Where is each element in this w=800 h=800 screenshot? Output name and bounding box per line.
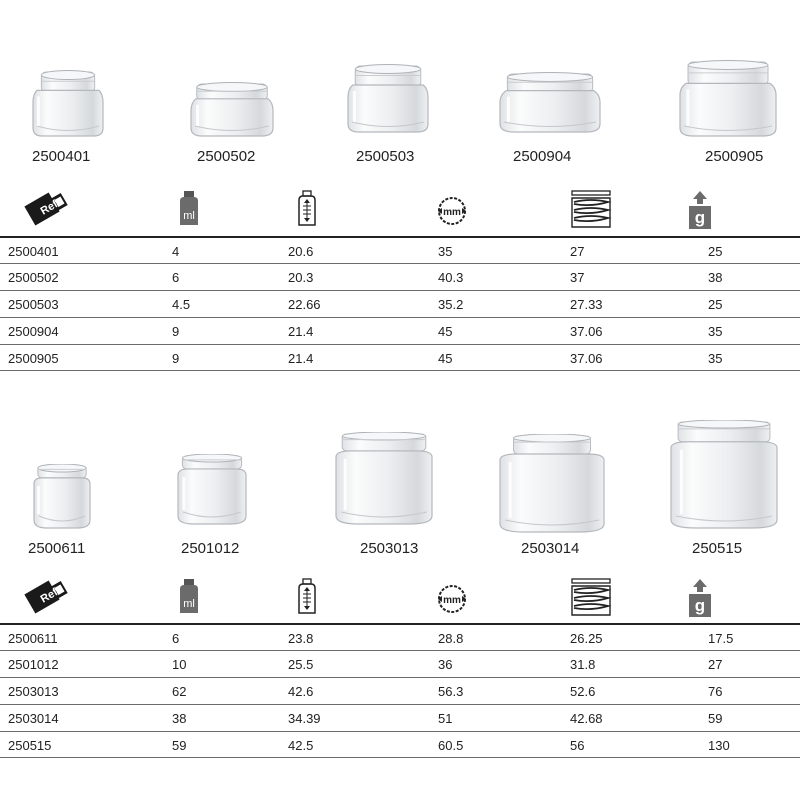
table-cell: 6 xyxy=(172,631,180,646)
svg-text:mm: mm xyxy=(443,595,461,606)
weight-g-icon xyxy=(688,578,712,623)
table-cell: 23.8 xyxy=(288,631,314,646)
product-jar-image xyxy=(497,434,607,534)
table-row xyxy=(0,650,800,677)
table-cell: 59 xyxy=(172,738,187,753)
table-cell: 4.5 xyxy=(172,297,191,312)
thread-neck-icon xyxy=(568,578,614,621)
product-ref-label: 2500503 xyxy=(356,148,415,165)
table-row xyxy=(0,236,800,263)
table-row xyxy=(0,317,800,344)
product-jar-image xyxy=(678,60,778,138)
svg-text:Ref.: Ref. xyxy=(38,196,63,218)
table-cell: 2500611 xyxy=(8,631,58,646)
table-cell: 6 xyxy=(172,270,180,285)
svg-text:ml: ml xyxy=(183,210,195,222)
table-row xyxy=(0,677,800,704)
table-row xyxy=(0,704,800,731)
product-ref-label: 2503013 xyxy=(360,540,419,557)
table-cell: 21.4 xyxy=(288,324,314,339)
table-row xyxy=(0,344,800,371)
table-cell: 59 xyxy=(708,711,723,726)
table-cell: 56 xyxy=(570,738,585,753)
table-header-icons xyxy=(0,190,800,230)
table-cell: 52.6 xyxy=(570,684,596,699)
table-cell: 4 xyxy=(172,244,180,259)
table-cell: 28.8 xyxy=(438,631,464,646)
table-cell: 45 xyxy=(438,324,453,339)
table-cell: 2503014 xyxy=(8,711,59,726)
product-ref-label: 2500904 xyxy=(513,148,572,165)
table-cell: 62 xyxy=(172,684,187,699)
table-cell: 38 xyxy=(708,270,723,285)
table-cell: 37.06 xyxy=(570,324,603,339)
product-ref-label: 2503014 xyxy=(521,540,580,557)
svg-text:ml: ml xyxy=(183,598,195,610)
product-ref-label: 2501012 xyxy=(181,540,240,557)
product-ref-label: 2500401 xyxy=(32,148,91,165)
table-cell: 37.06 xyxy=(570,351,603,366)
table-cell: 2501012 xyxy=(8,657,59,672)
thread-neck-icon xyxy=(568,190,614,233)
table-cell: 60.5 xyxy=(438,738,464,753)
svg-text:g: g xyxy=(694,208,706,227)
table-cell: 40.3 xyxy=(438,270,464,285)
ref-icon xyxy=(24,580,78,619)
table-row xyxy=(0,731,800,758)
table-cell: 36 xyxy=(438,657,453,672)
product-ref-label: 2500905 xyxy=(705,148,764,165)
svg-text:Ref.: Ref. xyxy=(38,584,63,606)
table-cell: 35.2 xyxy=(438,297,464,312)
table-cell: 10 xyxy=(172,657,187,672)
height-icon xyxy=(296,190,318,231)
table-cell: 27 xyxy=(708,657,723,672)
table-cell: 2500502 xyxy=(8,270,59,285)
table-row xyxy=(0,290,800,317)
table-cell: 34.39 xyxy=(288,711,321,726)
product-jar-image xyxy=(333,432,435,526)
table-cell: 31.8 xyxy=(570,657,596,672)
table-cell: 2500904 xyxy=(8,324,59,339)
table-header-icons xyxy=(0,578,800,618)
svg-text:mm: mm xyxy=(443,207,461,218)
table-cell: 35 xyxy=(708,324,723,339)
table-cell: 2503013 xyxy=(8,684,59,699)
product-ref-label: 2500611 xyxy=(28,540,86,557)
table-cell: 2500503 xyxy=(8,297,59,312)
table-cell: 9 xyxy=(172,324,180,339)
table-row xyxy=(0,623,800,650)
product-section-2 xyxy=(0,400,800,800)
table-cell: 42.68 xyxy=(570,711,603,726)
product-ref-label: 250515 xyxy=(692,540,743,557)
table-cell: 25 xyxy=(708,244,723,259)
product-jar-image xyxy=(175,454,249,526)
table-cell: 17.5 xyxy=(708,631,734,646)
table-cell: 35 xyxy=(438,244,453,259)
table-cell: 20.3 xyxy=(288,270,314,285)
height-icon xyxy=(296,578,318,619)
table-cell: 35 xyxy=(708,351,723,366)
table-cell: 2500401 xyxy=(8,244,59,259)
ref-icon xyxy=(24,192,78,231)
table-cell: 22.66 xyxy=(288,297,321,312)
table-cell: 42.5 xyxy=(288,738,314,753)
weight-g-icon xyxy=(688,190,712,235)
diameter-mm-icon xyxy=(434,196,470,231)
diameter-mm-icon xyxy=(434,584,470,619)
table-cell: 250515 xyxy=(8,738,52,753)
capacity-ml-icon xyxy=(178,190,200,231)
table-cell: 130 xyxy=(708,738,730,753)
table-cell: 27 xyxy=(570,244,585,259)
table-cell: 25.5 xyxy=(288,657,314,672)
product-jar-image xyxy=(498,72,602,134)
table-row xyxy=(0,263,800,290)
table-cell: 51 xyxy=(438,711,453,726)
product-ref-label: 2500502 xyxy=(197,148,256,165)
table-cell: 38 xyxy=(172,711,187,726)
product-jar-image xyxy=(346,64,430,134)
table-cell: 27.33 xyxy=(570,297,603,312)
product-jar-image xyxy=(31,70,105,138)
table-cell: 42.6 xyxy=(288,684,314,699)
table-cell: 76 xyxy=(708,684,723,699)
product-jar-image xyxy=(31,464,93,530)
table-cell: 45 xyxy=(438,351,453,366)
table-cell: 26.25 xyxy=(570,631,603,646)
table-cell: 56.3 xyxy=(438,684,464,699)
table-cell: 9 xyxy=(172,351,180,366)
table-cell: 2500905 xyxy=(8,351,59,366)
table-cell: 37 xyxy=(570,270,585,285)
svg-text:g: g xyxy=(694,596,706,615)
table-cell: 21.4 xyxy=(288,351,314,366)
capacity-ml-icon xyxy=(178,578,200,619)
product-jar-image xyxy=(668,420,780,530)
table-cell: 20.6 xyxy=(288,244,314,259)
product-jar-image xyxy=(189,82,275,138)
table-cell: 25 xyxy=(708,297,723,312)
